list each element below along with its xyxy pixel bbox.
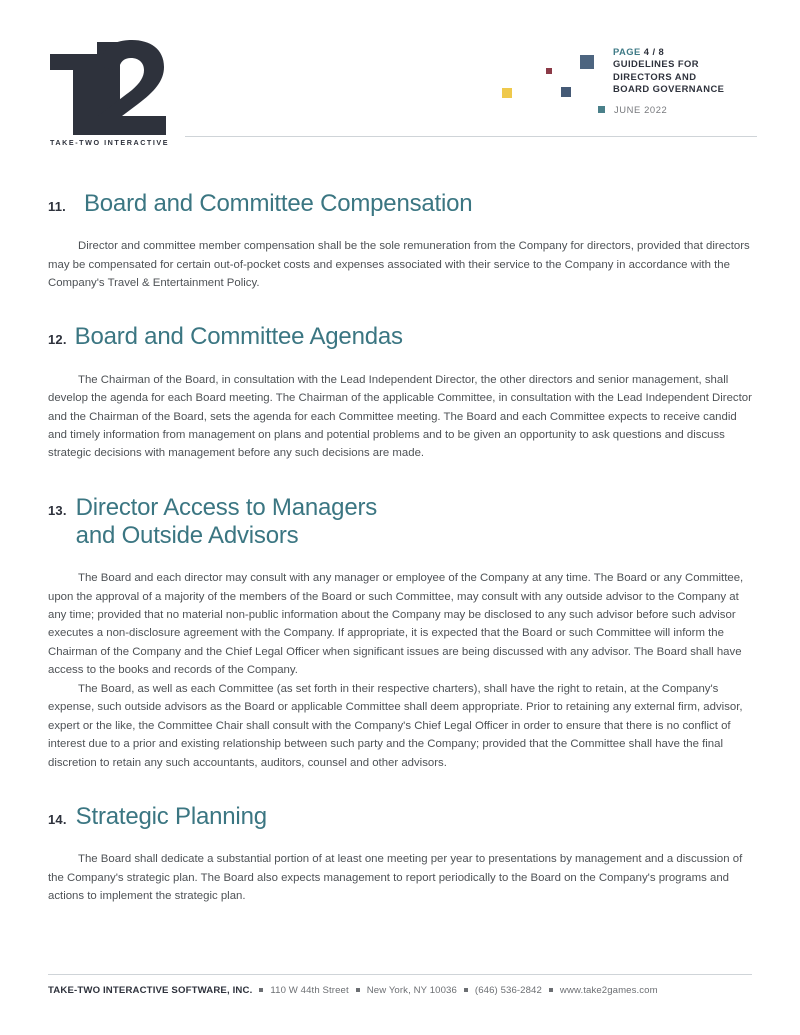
section-11-title: Board and Committee Compensation bbox=[83, 190, 473, 217]
section-12-heading bbox=[48, 323, 752, 351]
document-date bbox=[598, 104, 667, 115]
section-12 bbox=[48, 323, 752, 462]
section-13-title-line-2: and Outside Advisors bbox=[75, 521, 299, 549]
footer-address: 110 W 44th Street bbox=[270, 985, 349, 996]
section-12-title: Board and Committee Agendas bbox=[74, 323, 403, 351]
page-number: 4 / 8 bbox=[643, 46, 665, 57]
decor-square-slate-small bbox=[559, 85, 573, 99]
document-body bbox=[48, 190, 752, 906]
footer-divider bbox=[48, 974, 752, 975]
section-11-paragraph-1: Director and committee member compensation shall be the sole remuneration from the Company for directors, provided that directors may be compensated for certain out-of-pocket costs and expenses associated with their service to the Company in accordance with the Company's Travel & Entertainment Policy. bbox=[48, 240, 750, 290]
footer-separator-icon bbox=[549, 988, 553, 992]
date-bullet-square-icon bbox=[598, 106, 605, 113]
decor-square-red bbox=[544, 66, 554, 76]
header-title-block bbox=[613, 46, 724, 96]
section-13 bbox=[48, 494, 752, 772]
section-13-heading bbox=[48, 494, 752, 550]
section-11-number: 11. bbox=[48, 199, 66, 214]
logo-tagline: TAKE-TWO INTERACTIVE bbox=[50, 138, 170, 147]
date-text: JUNE 2022 bbox=[614, 104, 668, 115]
section-11-heading bbox=[48, 190, 752, 218]
footer-company-name: TAKE-TWO INTERACTIVE SOFTWARE, INC. bbox=[48, 985, 253, 996]
page-footer bbox=[48, 985, 658, 996]
page-label: PAGE bbox=[613, 46, 641, 57]
footer-separator-icon bbox=[464, 988, 468, 992]
section-14 bbox=[48, 803, 752, 905]
section-13-number: 13. bbox=[48, 502, 67, 518]
section-14-heading bbox=[48, 803, 752, 831]
section-13-title-line-1: Director Access to Managers bbox=[75, 493, 378, 521]
section-11 bbox=[48, 190, 752, 292]
company-logo bbox=[50, 40, 180, 147]
section-13-paragraph-1: The Board and each director may consult with any manager or employee of the Company at any time. The Board or any Committee, upon the approval of a majority of the members of the Board or such Committee, may consult with any outside advisor to the Company at any time; provided that no material non-public information about the Company may be disclosed to any such advisor before such advisor executes a non-disclosure agreement with the Company. If appropriate, it is expected that the Board or such Committee will inform the Chairman of the Company and the Chief Legal Officer when significant issues are being discussed with any advisor. The Board shall have access to the books and records of the Company. bbox=[48, 572, 744, 677]
footer-phone: (646) 536-2842 bbox=[474, 985, 542, 996]
section-13-title bbox=[76, 494, 377, 550]
section-14-number: 14. bbox=[48, 812, 67, 828]
header-divider bbox=[185, 136, 757, 137]
doc-title-line-1: GUIDELINES FOR bbox=[613, 58, 699, 70]
page-indicator bbox=[613, 46, 724, 58]
doc-title-line-3: BOARD GOVERNANCE bbox=[613, 83, 725, 95]
t2-logo-icon bbox=[50, 40, 168, 135]
decor-square-yellow bbox=[500, 86, 514, 100]
doc-title-line-2: DIRECTORS AND bbox=[613, 70, 697, 82]
decor-square-slate-large bbox=[578, 53, 596, 71]
section-12-number: 12. bbox=[48, 332, 67, 348]
footer-separator-icon bbox=[356, 988, 360, 992]
footer-city: New York, NY 10036 bbox=[366, 985, 457, 996]
page-header bbox=[0, 0, 800, 150]
footer-separator-icon bbox=[259, 988, 263, 992]
section-14-title: Strategic Planning bbox=[75, 803, 267, 831]
section-12-paragraph-1: The Chairman of the Board, in consultation with the Lead Independent Director, the other directors and senior management, shall develop the agenda for each Board meeting. The Chairman of the applicable Committee, in consultation with the Lead Independent Director and the Chairman of the Board, sets the agenda for each Committee meeting. The Board and each Committee expects to receive candid and timely information from management on plans and potential problems and to be given an opportunity to ask questions and discuss strategic decisions with management before any such decisions are made. bbox=[48, 373, 752, 460]
footer-website[interactable]: www.take2games.com bbox=[559, 985, 658, 996]
section-13-paragraph-2: The Board, as well as each Committee (as set forth in their respective charters), shall have the right to retain, at the Company's expense, such outside advisors as the Board or applicable Committee shall deem appropriate. Prior to retaining any external firm, advisor, expert or the like, the Committee Chair shall consult with the Company's Chief Legal Officer in order to ensure that there is no conflict of interest due to a prior and existing relationship between such party and the Company; provided that the Committee shall have the final discretion to retain any such accountants, auditors, counsel and other advisors. bbox=[48, 682, 743, 769]
section-14-paragraph-1: The Board shall dedicate a substantial portion of at least one meeting per year to presentations by management and a discussion of the Company's strategic plan. The Board also expects management to report periodically to the Board on the Company's programs and actions to implement the strategic plan. bbox=[48, 853, 743, 903]
